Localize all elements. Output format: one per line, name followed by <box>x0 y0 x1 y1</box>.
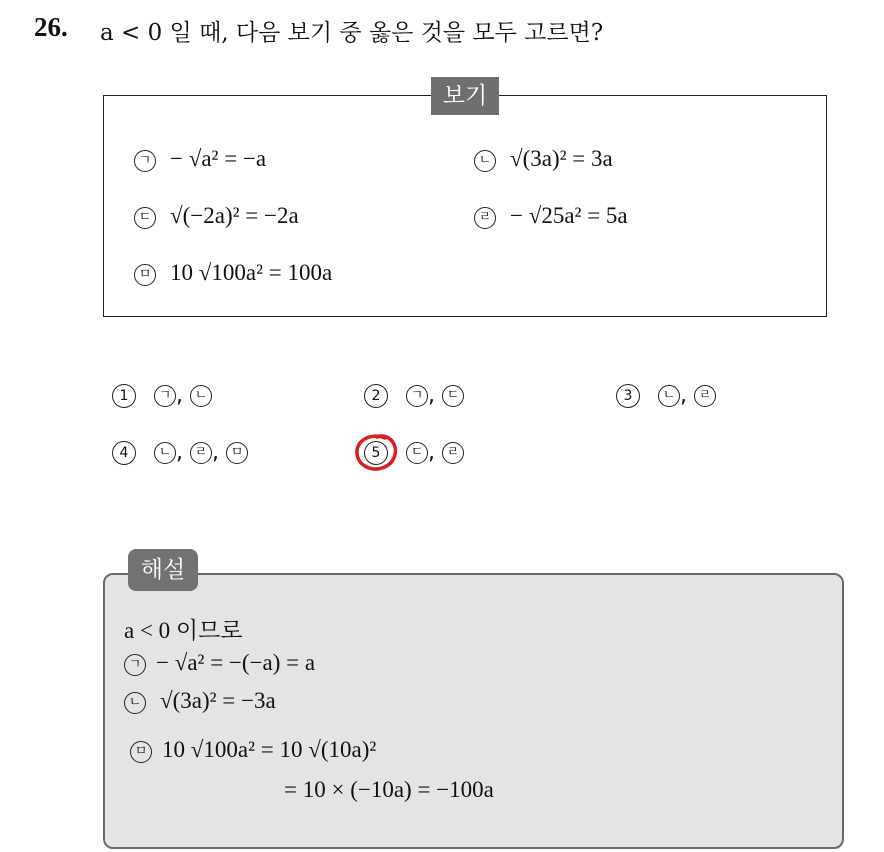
choice-marker: ㅁ <box>226 442 248 464</box>
bogi-item-a <box>134 146 266 172</box>
bogi-marker-c: ㄷ <box>134 207 156 229</box>
choice-marker: ㄹ <box>442 442 464 464</box>
bogi-expr-b: √(3a)² = 3a <box>510 146 613 171</box>
bogi-expr-d: − √25a² = 5a <box>510 203 628 228</box>
choice-1[interactable]: 1 ㄱ , ㄴ <box>112 383 212 408</box>
choice-marker: ㄹ <box>190 442 212 464</box>
explanation-line-a <box>124 650 315 676</box>
bogi-item-e <box>134 260 332 286</box>
question-number: 26. <box>34 12 68 42</box>
explanation-marker: ㄴ <box>124 692 146 714</box>
choice-number: 4 <box>112 441 136 465</box>
bogi-label: 보기 <box>431 77 499 115</box>
choice-number: 1 <box>112 384 136 408</box>
bogi-marker-b: ㄴ <box>474 150 496 172</box>
bogi-item-c <box>134 203 299 229</box>
choice-4[interactable]: 4 ㄴ , ㄹ , ㅁ <box>112 440 248 465</box>
explanation-line-b <box>124 688 276 714</box>
bogi-item-b <box>474 146 613 172</box>
choice-number: 3 <box>616 384 640 408</box>
bogi-expr-e: 10 √100a² = 100a <box>170 260 333 285</box>
choice-marker: ㄴ <box>190 385 212 407</box>
explanation-line-d <box>284 777 494 803</box>
choice-2[interactable]: 2 ㄱ , ㄷ <box>364 383 464 408</box>
bogi-marker-a: ㄱ <box>134 150 156 172</box>
choice-5[interactable]: 5 ㄷ , ㄹ <box>364 440 464 465</box>
choice-number: 2 <box>364 384 388 408</box>
bogi-item-d <box>474 203 628 229</box>
choice-marker: ㄹ <box>694 385 716 407</box>
choice-marker: ㄴ <box>658 385 680 407</box>
choice-marker: ㄷ <box>442 385 464 407</box>
explanation-expr: √(3a)² = −3a <box>160 688 276 713</box>
selected-answer-mark <box>354 432 402 474</box>
red-circle-stroke <box>357 436 395 469</box>
explanation-expr: 10 √100a² = 10 √(10a)² <box>162 737 377 762</box>
choice-marker: ㄴ <box>154 442 176 464</box>
explanation-expr: = 10 × (−10a) = −100a <box>284 777 494 802</box>
choice-3[interactable]: 3 ㄴ , ㄹ <box>616 383 716 408</box>
explanation-label: 해설 <box>128 549 198 591</box>
bogi-marker-e: ㅁ <box>134 264 156 286</box>
bogi-expr-a: − √a² = −a <box>170 146 267 171</box>
explanation-line-c <box>130 737 376 763</box>
explanation-marker: ㄱ <box>124 654 146 676</box>
choice-marker: ㄱ <box>406 385 428 407</box>
explanation-expr: − √a² = −(−a) = a <box>156 650 316 675</box>
bogi-marker-d: ㄹ <box>474 207 496 229</box>
explanation-intro: a < 0 이므로 <box>124 618 243 643</box>
bogi-expr-c: √(−2a)² = −2a <box>170 203 299 228</box>
explanation-marker: ㅁ <box>130 741 152 763</box>
choice-marker: ㄷ <box>406 442 428 464</box>
question-text: a < 0 일 때, 다음 보기 중 옳은 것을 모두 고르면? <box>100 20 604 46</box>
choice-number: 5 <box>364 441 388 465</box>
choice-marker: ㄱ <box>154 385 176 407</box>
